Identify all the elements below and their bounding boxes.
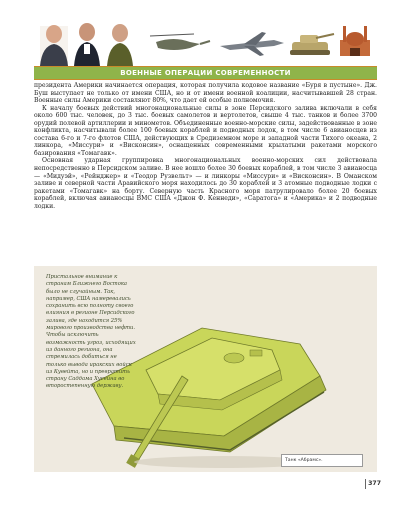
helicopter-thumbnail: [150, 34, 210, 50]
page-number: 377: [368, 480, 381, 487]
portrait-thumbnail-2: [74, 23, 100, 66]
header-illustration-strip: [34, 8, 377, 66]
main-text: [34, 82, 377, 210]
building-thumbnail: [340, 26, 370, 56]
header-illustration-strip-svg: [34, 8, 377, 66]
page-number-divider: [365, 479, 366, 489]
paragraph: президента Америки начинается операция, которая получила кодовое название «Буря в пустыне». Дж. Буш выступает не только от имени США, но и от имени военной коалиции, насчитывавшей 28 стран. Военные силы Америки составляют 80%, что дает ей особые полномочия.: [34, 82, 377, 105]
paragraph: Основная ударная группировка многонациональных военно-морских сил действовала непосредственно в Персидском заливе. В нее вошло более 30 боевых кораблей, в том числе 3 авианосца — «Мидуэй», «Рейнджер» и «Теодор Рузвельт» — и линкоры «Миссури» и «Висконсин». В Оманском заливе и северной части Аравийского моря находилось до 30 кораблей и 3 атомные подводные лодки с ракетами «Томагавк» на борту. Северную часть Красного моря патрулировало более 20 боевых кораблей, включая авианосцы ВМС США «Джон Ф. Кеннеди», «Саратога» и «Америка» и 2 подводные лодки.: [34, 157, 377, 210]
section-banner: [34, 66, 377, 80]
fighter-jet-thumbnail: [220, 32, 284, 56]
figure-label: Танк «Абрамс».: [281, 454, 363, 467]
figure-side-caption: Пристальное внимание к странам Ближнего Востока было не случайным. Так, например, США намеревались сохранить всю полноту своего влияния в регионе Персидского залива, где находится 25% мирового производства нефти. Чтобы исключить возможность угроз, исходящих из данного региона, она стремилась добиться не только вывода иракских войск из Кувейта, но и превратить страну Саддама Хусейна во второстепенную державу.: [46, 274, 136, 390]
section-title: ВОЕННЫЕ ОПЕРАЦИИ СОВРЕМЕННОСТИ: [120, 69, 291, 77]
portrait-thumbnail-1: [40, 25, 68, 66]
portrait-thumbnail-3: [107, 24, 133, 66]
paragraph: К началу боевых действий многонациональные силы в зоне Персидского залива включали в себя около 600 тыс. человек, до 3 тыс. боевых самолетов и вертолетов, свыше 4 тыс. танков и более 3700 орудий полевой артиллерии и минометов. Объединенные военно-морские силы, задействованные в зоне конфликта, насчитывали более 100 боевых кораблей и подводных лодок, в том числе 6 авианосцев из состава 6-го и 7-го флотов США, действующих в Средиземном море и западной части Тихого океана, 2 линкора, «Миссури» и «Висконсин», оснащенных современными крылатыми ракетами морского базирования «Томагавк».: [34, 104, 377, 157]
tank-thumbnail: [290, 34, 334, 55]
